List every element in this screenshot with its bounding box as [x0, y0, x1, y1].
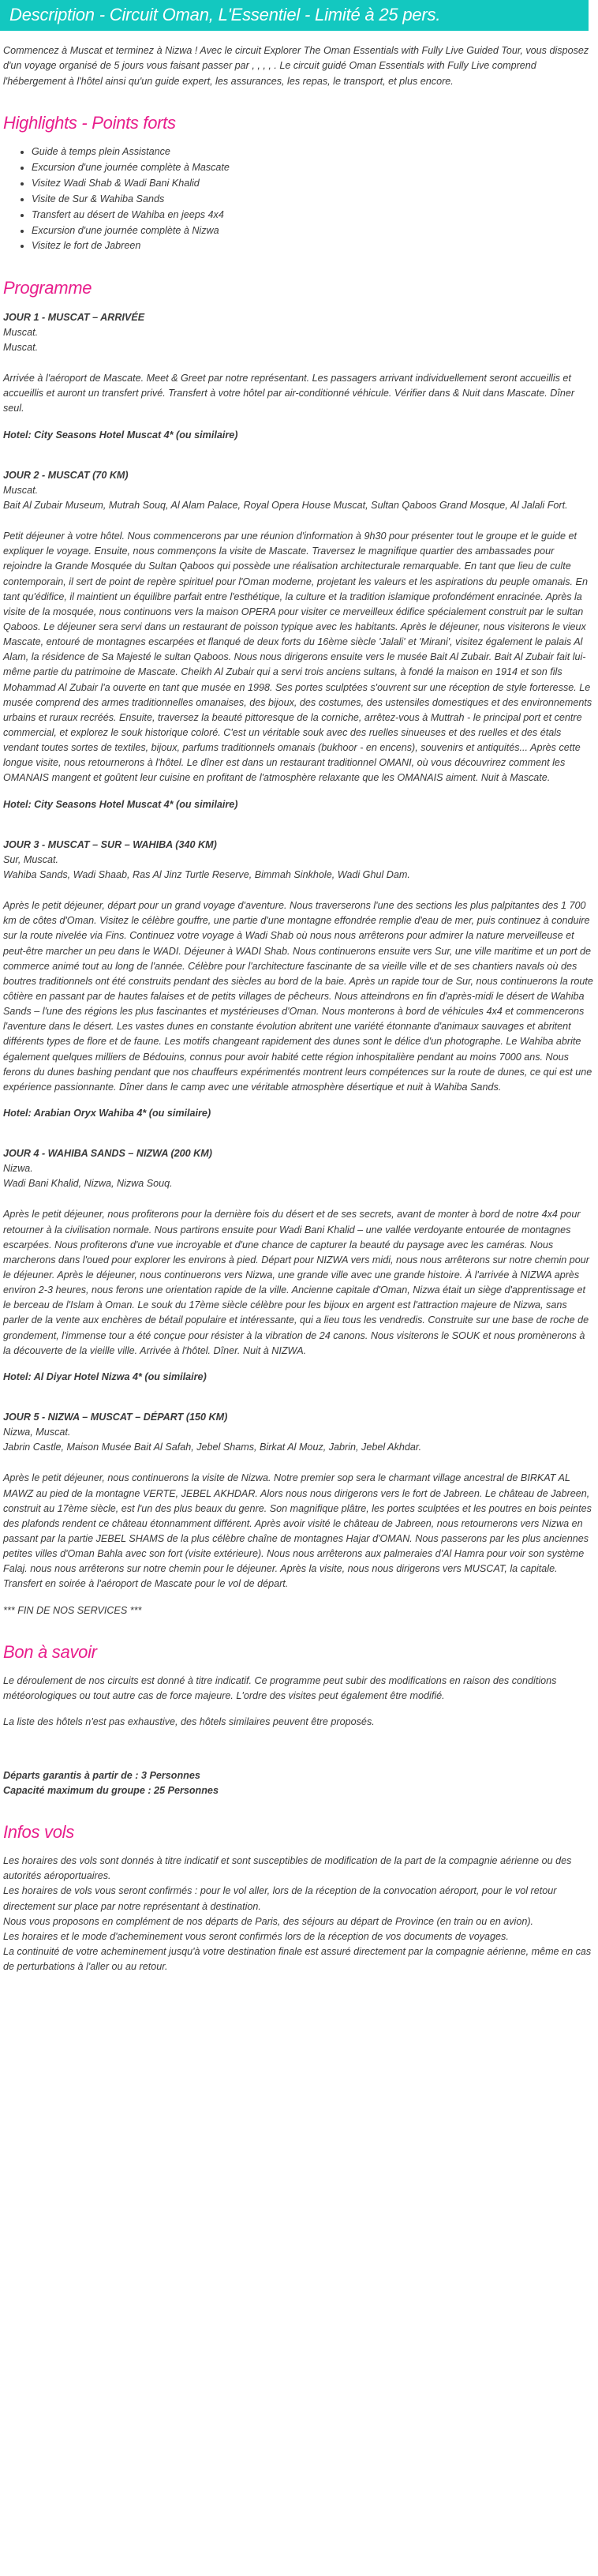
day-title: JOUR 3 - MUSCAT – SUR – WAHIBA (340 KM) [3, 838, 217, 850]
day-location: Nizwa. [3, 1163, 33, 1175]
capacite-maximum: Capacité maximum du groupe : 25 Personnes [3, 1784, 219, 1796]
day-5 [3, 1410, 595, 1592]
highlight-item: • Visitez le fort de Jabreen [32, 238, 595, 254]
infos-vols-line: Les horaires des vols sont donnés à titre indicatif et sont susceptibles de modification de la part de la compagnie aérienne ou des autorités aéroportuaires. [3, 1855, 572, 1882]
day-1 [3, 310, 595, 443]
day-sites: Wahiba Sands, Wadi Shaab, Ras Al Jinz Turtle Reserve, Bimmah Sinkhole, Wadi Ghul Dam. [3, 868, 410, 880]
day-location: Muscat. [3, 326, 39, 338]
day-3 [3, 838, 595, 1121]
infos-vols-line: Les horaires de vols vous seront confirmés : pour le vol aller, lors de la réception de la convocation aéroport, pour le vol retour directement sur place par notre représentant à destination. [3, 1885, 557, 1912]
day-description: Après le petit déjeuner, départ pour un grand voyage d'aventure. Nous traverserons l'une des sections les plus palpitantes des 1 700 km de côtes d'Oman. Visitez le célèbre gouffre, une partie d'une montagne effondrée remplie d'eau de mer, puis continuez à conduire sur la route nivelée via Fins. Continuez votre voyage à Wadi Shab où nous nous arrêterons pour admirer la nature merveilleuse et peut-être marcher un peu dans le WADI. Déjeuner à WADI Shab. Nous continuerons ensuite vers Sur, une ville maritime et un port de commerce animé tout au long de l'année. Célèbre pour l'architecture fascinante de sa vieille ville et de ses chantiers navals où des boutres traditionnels ont été construits pendant des siècles au bord de la baie. Après un rapide tour de Sur, nous continuerons la route côtière en passant par de hautes falaises et de petits villages de pêcheurs. Nous atteindrons en fin d'après-midi le désert de Wahiba Sands – l'une des régions les plus fascinantes et mystérieuses d'Oman. Nous monterons à bord de véhicules 4x4 et commencerons l'aventure dans le désert. Les vastes dunes en constante évolution abritent une variété étonnante d'animaux sauvages et abritent différents types de flore et de faune. Les motifs changeant rapidement des dunes sont le délice d'un photographe. Le Wahiba abrite également quelques milliers de Bédouins, connus pour avoir habité cette région inhospitalière pendant au moins 7000 ans. Nous ferons du dunes bashing pendant que nos chauffeurs expérimentés montrent leurs compétences sur la route de dunes, ce qui est une expérience passionnante. Dîner dans le camp avec une véritable atmosphère désertique et nuit à Wahiba Sands. [3, 900, 593, 1093]
day-title: JOUR 5 - NIZWA – MUSCAT – DÉPART (150 KM) [3, 1412, 228, 1423]
highlight-item: • Transfert au désert de Wahiba en jeeps 4x4 [32, 208, 595, 223]
bon-a-savoir-paragraph: Le déroulement de nos circuits est donné à titre indicatif. Ce programme peut subir des modifications en raison des conditions météorologiques ou tout autre cas de force majeure. L'ordre des visites peut également être modifié. [3, 1675, 557, 1702]
day-sites: Bait Al Zubair Museum, Mutrah Souq, Al Alam Palace, Royal Opera House Muscat, Sultan Qaboos Grand Mosque, Al Jalali Fort. [3, 500, 568, 511]
day-4 [3, 1146, 595, 1385]
intro-paragraph: Commencez à Muscat et terminez à Nizwa ! Avec le circuit Explorer The Oman Essentials with Fully Live Guided Tour, vous disposez d'un voyage organisé de 5 jours vous faisant passer par , , , , . Le circuit guidé Oman Essentials with Fully Live comprend l'hébergement à l'hôtel ainsi qu'un guide expert, les assurances, les repas, le transport, et plus encore. [3, 45, 589, 87]
day-location: Muscat. [3, 484, 39, 496]
day-title: JOUR 1 - MUSCAT – ARRIVÉE [3, 311, 145, 323]
day-sites: Wadi Bani Khalid, Nizwa, Nizwa Souq. [3, 1178, 173, 1190]
infos-vols-title: Infos vols [3, 1821, 74, 1842]
page-content [0, 43, 598, 2006]
day-hotel: Hotel: City Seasons Hotel Muscat 4* (ou similaire) [3, 429, 238, 441]
programme-title: Programme [3, 278, 92, 298]
day-2 [3, 468, 595, 812]
highlight-item: • Visite de Sur & Wahiba Sands [32, 192, 595, 208]
infos-vols-line: La continuité de votre acheminement jusqu'à votre destination finale est assuré directement par la compagnie aérienne, même en cas de perturbations à l'aller ou au retour. [3, 1946, 592, 1973]
day-description: Après le petit déjeuner, nous profiterons pour la dernière fois du désert et de ses secrets, avant de monter à bord de notre 4x4 pour retourner à la civilisation normale. Nous partirons ensuite pour Wadi Bani Khalid – une vallée verdoyante entourée de montagnes escarpées. Nous profiterons d'une vue incroyable et d'une chance de capturer la beauté du paysage avec les caméras. Nous marcherons dans l'oued pour explorer les environs à pied. Départ pour NIZWA vers midi, nous nous arrêterons sur notre chemin pour le déjeuner. Après le déjeuner, nous continuerons vers Nizwa, une grande ville avec une grande histoire. À l'arrivée à NIZWA après environ 2-3 heures, nous ferons une orientation rapide de la ville. Ancienne capitale d'Oman, Nizwa était un siège d'apprentissage et le berceau de l'Islam à Oman. Le souk du 17ème siècle célèbre pour les bijoux en argent est l'attraction majeure de Nizwa, sans parler de la vente aux enchères de bétail populaire et intéressante, qui a lieu tous les vendredis. Construite sur une base de roche de grondement, l'immense tour a été conçue pour résister à la vibration de 24 canons. Nous visiterons le SOUK et nous promènerons à la découverte de la vieille ville. Arrivée à l'hôtel. Dîner. Nuit à NIZWA. [3, 1209, 590, 1356]
day-sites: Muscat. [3, 342, 39, 354]
bon-a-savoir-hotels-note: La liste des hôtels n'est pas exhaustive, des hôtels similaires peuvent être proposés. [3, 1716, 375, 1728]
day-hotel: Hotel: Al Diyar Hotel Nizwa 4* (ou similaire) [3, 1370, 207, 1382]
day-hotel: Hotel: Arabian Oryx Wahiba 4* (ou similaire) [3, 1107, 211, 1119]
day-hotel: Hotel: City Seasons Hotel Muscat 4* (ou similaire) [3, 798, 238, 810]
day-location: Sur, Muscat. [3, 853, 58, 865]
highlight-item: • Guide à temps plein Assistance [32, 144, 595, 160]
bon-a-savoir-title: Bon à savoir [3, 1641, 97, 1662]
end-of-services: *** FIN DE NOS SERVICES *** [3, 1604, 142, 1616]
highlight-item: • Visitez Wadi Shab & Wadi Bani Khalid [32, 176, 595, 192]
day-location: Nizwa, Muscat. [3, 1427, 71, 1438]
highlights-title: Highlights - Points forts [3, 112, 176, 133]
infos-vols-line: Les horaires et le mode d'acheminement vous seront confirmés lors de la réception de vos documents de voyages. [3, 1930, 509, 1942]
day-title: JOUR 4 - WAHIBA SANDS – NIZWA (200 KM) [3, 1148, 212, 1160]
day-sites: Jabrin Castle, Maison Musée Bait Al Safah, Jebel Shams, Birkat Al Mouz, Jabrin, Jebel Akhdar. [3, 1442, 422, 1453]
day-description: Arrivée à l'aéroport de Mascate. Meet & Greet par notre représentant. Les passagers arrivant individuellement seront accueillis et accueillis et auront un transfert privé. Transfert à votre hôtel par air-conditionné véhicule. Vérifier dans & Nuit dans Mascate. Dîner seul. [3, 373, 575, 414]
highlight-item: • Excursion d'une journée complète à Nizwa [32, 223, 595, 239]
infos-vols-line: Nous vous proposons en complément de nos départs de Paris, des séjours au départ de Province (en train ou en avion). [3, 1915, 534, 1927]
day-title: JOUR 2 - MUSCAT (70 KM) [3, 469, 129, 481]
departs-garantis: Départs garantis à partir de : 3 Personnes [3, 1769, 200, 1781]
description-header: Description - Circuit Oman, L'Essentiel - Limité à 25 pers. [0, 0, 589, 31]
day-description: Petit déjeuner à votre hôtel. Nous commencerons par une réunion d'information à 9h30 pour présenter tout le groupe et le guide et expliquer le voyage. Ensuite, nous commençons la visite de Mascate. Traversez le magnifique quartier des ambassades pour rejoindre la Grande Mosquée du Sultan Qaboos qui possède une réalisation architecturale remarquable. En tant que lieu de culte contemporain, il sert de point de repère spirituel pour l'Oman moderne, projetant les valeurs et les aspirations du peuple omanais. En tant qu'édifice, il maintient un équilibre parfait entre l'esthétique, la culture et la tradition islamique profondément enracinée. Après la visite de la mosquée, nous continuons vers la maison OPERA pour visiter ce merveilleux édifice spécialement construit par le sultan Qaboos. Le déjeuner sera servi dans un restaurant de poisson typique avec les habitants. Après le déjeuner, nous visiterons le vieux Mascate, entouré de montagnes escarpées et flanqué de deux forts du 16ème siècle 'Jalali' et 'Mirani', visitez également le palais Al Alam, la résidence de Sa Majesté le sultan Qaboos. Nous nous dirigerons ensuite vers le musée Bait Al Zubair. Bait Al Zubair fait lui-même partie du patrimoine de Mascate. Cheikh Al Zubair qui a servi trois anciens sultans, à fondé la maison en 1914 et son fils Mohammad Al Zubair l'a ouverte en tant que musée en 1998. Ses portes sculptées s'ouvrent sur une réception de style forteresse. Le musée comprend des armes traditionnelles omanaises, des bijoux, des costumes, des ustensiles domestiques et des environnements urbains et ruraux recréés. Ensuite, traversez la beauté pittoresque de la corniche, arrêtez-vous à Muttrah - le principal port et centre commercial, et explorez le souk historique coloré. C'est un véritable souk avec des ruelles sinueuses et des ruelles et des étals vendant toutes sortes de textiles, bijoux, parfums traditionnels omanais (bukhoor - en encens), souvenirs et antiquités... Après cette longue visite, nous retournerons à l'hôtel. Le dîner est dans un restaurant traditionnel OMANI, où vous découvrirez comment les OMANAIS mangent et goûtent leur cuisine en profitant de l'atmosphère relaxante que les OMANAIS aiment. Nuit à Mascate. [3, 531, 592, 784]
highlights-list [3, 144, 595, 254]
highlight-item: • Excursion d'une journée complète à Mascate [32, 160, 595, 176]
day-description: Après le petit déjeuner, nous continuerons la visite de Nizwa. Notre premier sop sera le charmant village ancestral de BIRKAT AL MAWZ au pied de la montagne VERTE, JEBEL AKHDAR. Alors nous nous dirigerons vers le fort de Jabreen. Le château de Jabreen, construit au 17ème siècle, est l'un des plus beaux du genre. Son magnifique plâtre, les portes sculptées et les poutres en bois peintes des plafonds rendent ce château étonnamment différent. Après avoir visité le château de Jabreen, nous retournerons vers Nizwa en passant par la partie JEBEL SHAMS de la plus célèbre chaîne de montagnes Hajar d'OMAN. Nous passerons par les plus anciennes petites villes d'Oman Bahla avec son fort (visite extérieure). Nous nous arrêterons aux palmeraies d'Al Hamra pour voir son système Falaj. nous nous arrêterons sur notre chemin pour le déjeuner. Après la visite, nous nous dirigerons vers MUSCAT, la capitale. Transfert en soirée à l'aéroport de Mascate pour le vol de départ. [3, 1472, 592, 1590]
